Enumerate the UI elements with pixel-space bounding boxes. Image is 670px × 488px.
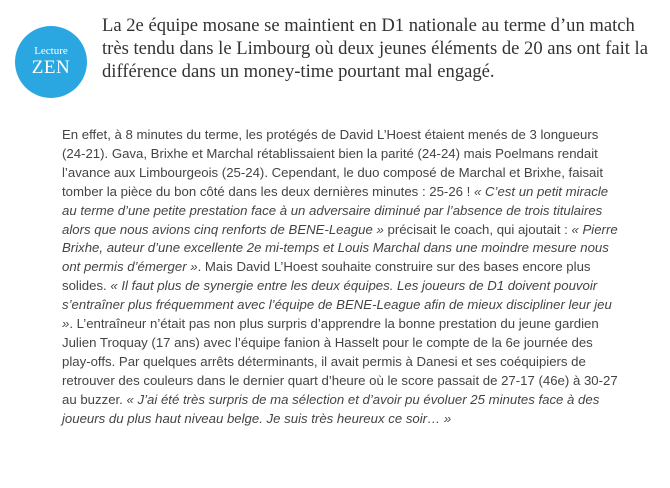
article-body (62, 126, 622, 429)
body-text: . Mais David L’Hoest souhaite construire sur des bases encore plus solides. (62, 259, 591, 294)
badge-top-label: Lecture (34, 45, 68, 57)
badge-bottom-label: ZEN (31, 57, 71, 78)
body-text: . L’entraîneur n’était pas non plus surpris d’apprendre la bonne prestation du jeune gardien Julien Troquay (17 ans) avec l’équipe fanion à Hasselt pour le compte de la 6e journée des play-offs. Par quelques arrêts déterminants, il avait permis à Danesi et ses coéquipiers de retrouver des couleurs dans le dernier quart d’heure où le score passait de 27-17 (46e) à 30-27 au buzzer. (62, 316, 618, 407)
quote: « Il faut plus de synergie entre les deux équipes. Les joueurs de D1 doivent pouvoir s’entraîner plus fréquemment avec l’équipe de BENE-League afin de mieux discipliner leur jeu » (62, 278, 612, 332)
quote: « J’ai été très surpris de ma sélection et d’avoir pu évoluer 25 minutes face à des joueurs du plus haut niveau belge. Je suis très heureux ce soir… » (62, 391, 600, 426)
body-text: précisait le coach, qui ajoutait : (383, 221, 572, 237)
quote: « C’est un petit miracle au terme d’une petite prestation face à un adversaire diminué par l’absence de trois titulaires alors que nous avions cinq renforts de BENE-League » (62, 183, 609, 237)
article-lead: La 2e équipe mosane se maintient en D1 nationale au terme d’un match très tendu dans le Limbourg où deux jeunes éléments de 20 ans ont fait la différence dans un money-time pourtant mal engagé. (102, 15, 648, 82)
body-paragraph (62, 126, 622, 429)
lecture-zen-badge (15, 26, 87, 98)
quote: « Pierre Brixhe, auteur d’une excellente 2e mi-temps et Louis Marchal dans une moindre mesure nous ont permis d’émerger » (62, 221, 618, 275)
body-text: En effet, à 8 minutes du terme, les protégés de David L’Hoest étaient menés de 3 longueurs (24-21). Gava, Brixhe et Marchal rétablissaient bien la parité (24-24) mais Poelmans rendait l’avance aux Limbourgeois (25-24). Cependant, le duo composé de Marchal et Brixhe, faisait tomber la pièce du bon côté dans les deux dernières minutes : 25-26 ! (62, 127, 603, 199)
